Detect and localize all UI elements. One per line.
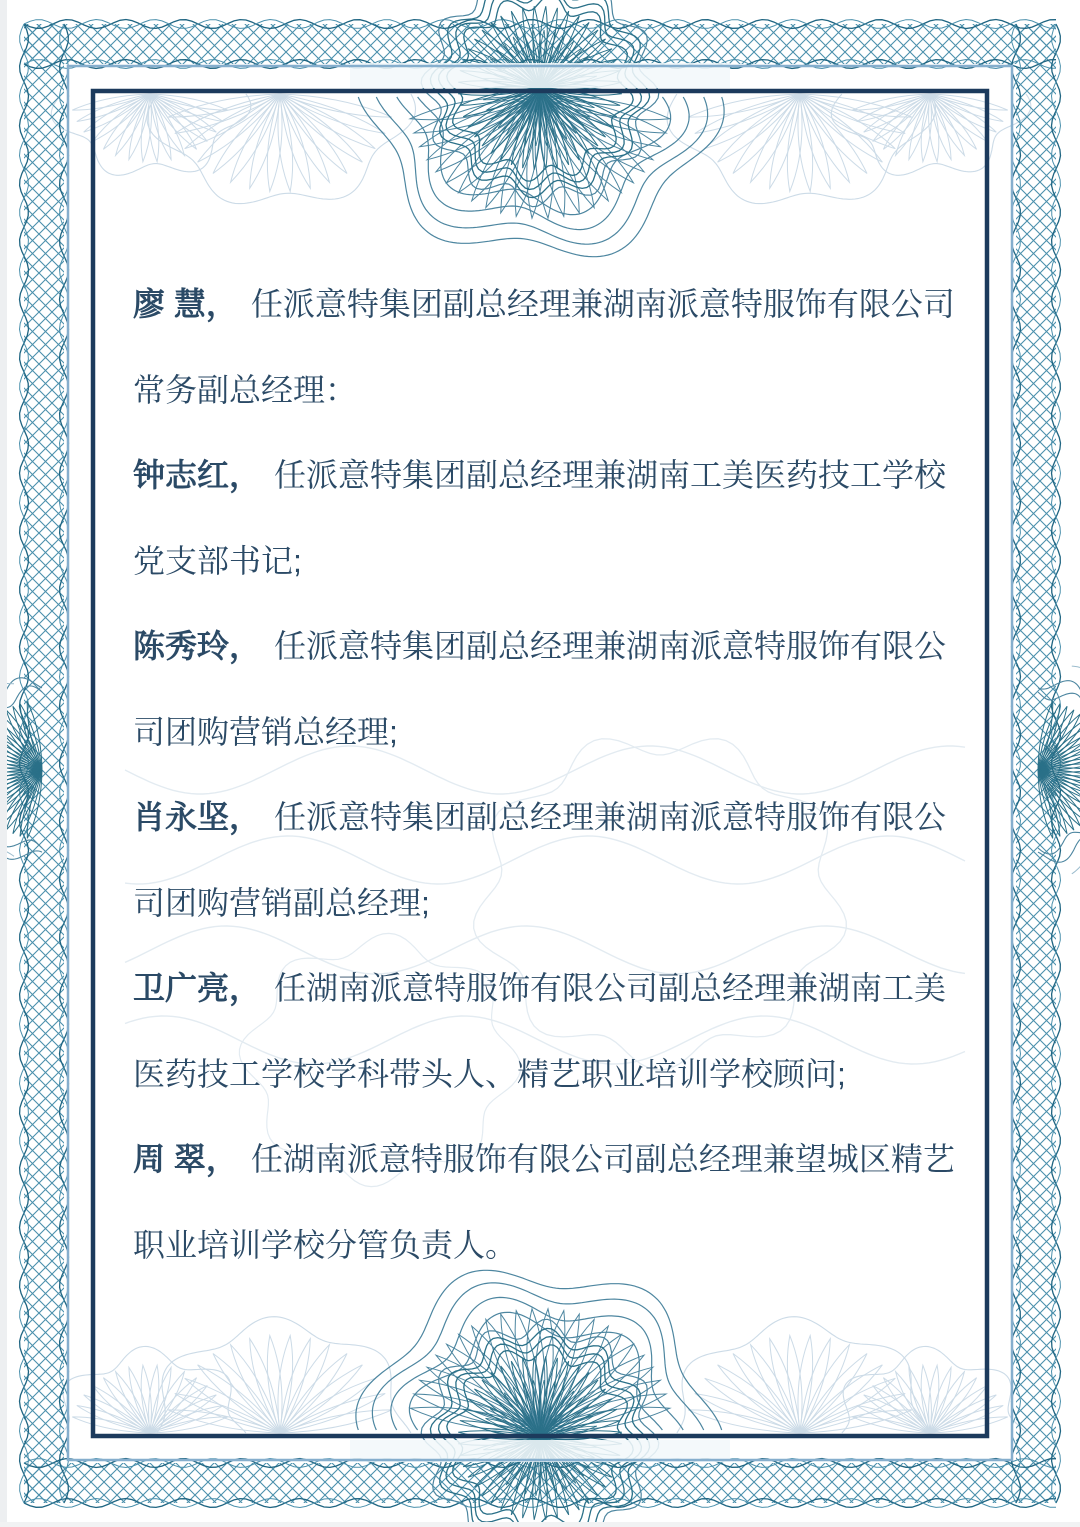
name-comma: ， [229, 799, 262, 835]
appointment-line [133, 775, 1003, 861]
appointment-line [133, 1032, 1003, 1118]
appointment-text: 党支部书记; [133, 542, 302, 579]
appointment-item [133, 262, 1003, 433]
person-name: 陈秀玲 [133, 628, 230, 664]
name-comma: ， [229, 457, 262, 493]
appointment-text: 常务副总经理： [133, 371, 358, 408]
name-comma: ， [205, 1141, 238, 1177]
appointment-text: 任湖南派意特服饰有限公司副总经理兼湖南工美 [274, 970, 947, 1006]
appointment-item [133, 775, 1003, 946]
appointment-list [133, 262, 1003, 1288]
appointment-line [133, 1117, 1003, 1203]
name-comma: ， [205, 286, 238, 322]
appointment-text: 司团购营销副总经理; [133, 884, 430, 921]
appointment-line [133, 433, 1003, 519]
appointment-line [133, 946, 1003, 1032]
person-name: 周 翠 [133, 1141, 206, 1177]
person-name: 肖永坚 [133, 799, 230, 835]
appointment-text: 任派意特集团副总经理兼湖南派意特服饰有限公司 [250, 286, 955, 322]
appointment-text: 任派意特集团副总经理兼湖南派意特服饰有限公 [274, 628, 947, 664]
appointment-text: 任湖南派意特服饰有限公司副总经理兼望城区精艺 [250, 1141, 955, 1177]
appointment-item [133, 433, 1003, 604]
appointment-line [133, 348, 1003, 434]
appointment-item [133, 1117, 1003, 1288]
name-comma: ， [229, 628, 262, 664]
page-edge-bottom [0, 1522, 1080, 1527]
person-name: 钟志红 [133, 457, 230, 493]
appointment-text: 职业培训学校分管负责人。 [133, 1226, 518, 1263]
appointment-line [133, 690, 1003, 776]
appointment-item [133, 604, 1003, 775]
appointment-text: 任派意特集团副总经理兼湖南派意特服饰有限公 [274, 799, 947, 835]
person-name: 廖 慧 [133, 286, 206, 322]
appointment-text: 司团购营销总经理; [133, 713, 398, 750]
appointment-line [133, 861, 1003, 947]
appointment-line [133, 1203, 1003, 1289]
appointment-text: 任派意特集团副总经理兼湖南工美医药技工学校 [274, 457, 947, 493]
appointment-line [133, 604, 1003, 690]
person-name: 卫广亮 [133, 970, 230, 1006]
appointment-line [133, 519, 1003, 605]
appointment-line [133, 262, 1003, 348]
page-edge-left [0, 0, 7, 1527]
appointment-item [133, 946, 1003, 1117]
name-comma: ， [229, 970, 262, 1006]
appointment-text: 医药技工学校学科带头人、精艺职业培训学校顾问; [133, 1055, 846, 1092]
